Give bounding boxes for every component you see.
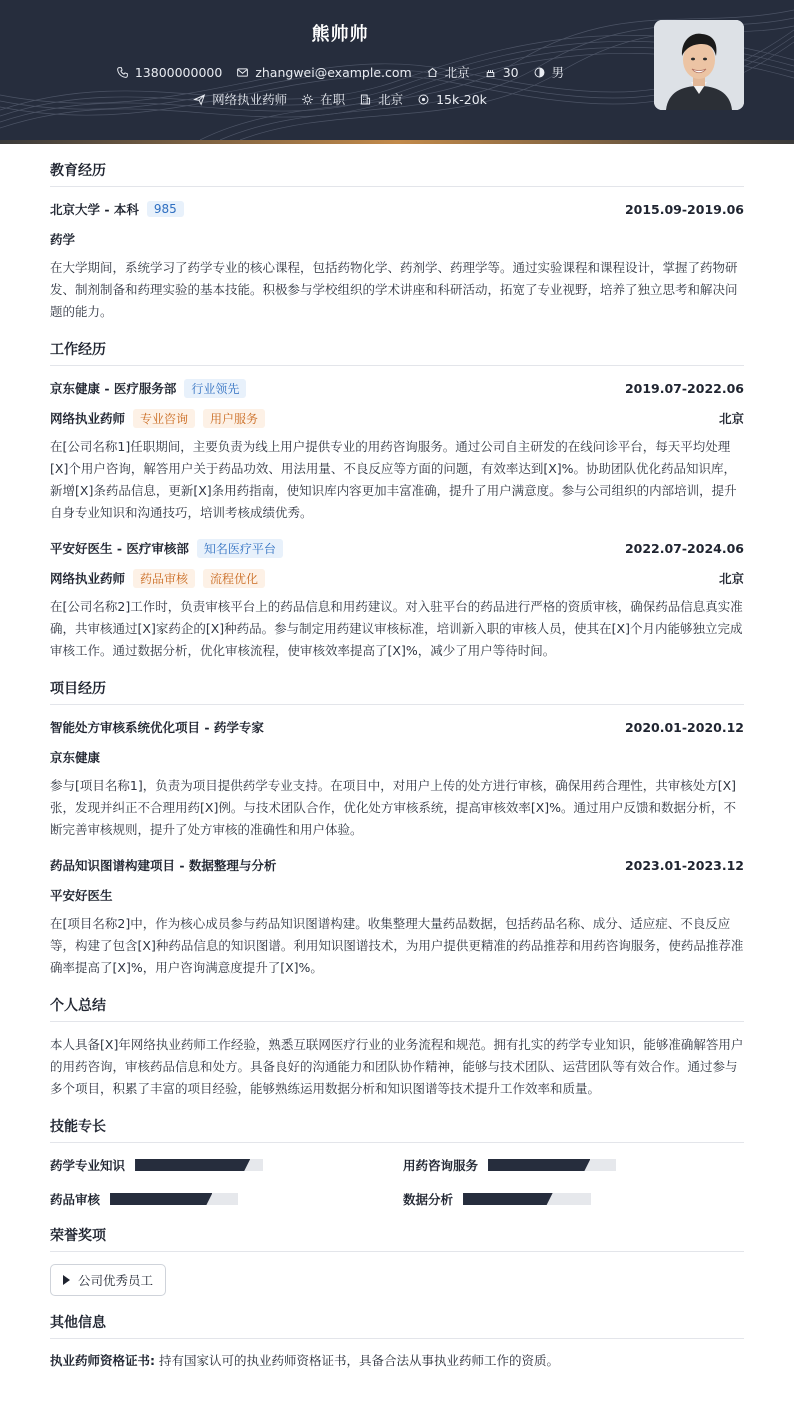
section-title: 技能专长 (50, 1116, 744, 1143)
education-date: 2015.09-2019.06 (624, 201, 744, 217)
skill-bar-fill (463, 1193, 553, 1205)
role-row (50, 568, 744, 588)
other-info (50, 1351, 744, 1369)
skill-item (403, 1155, 744, 1175)
work-city-text: 北京 (378, 92, 404, 107)
section-title: 荣誉奖项 (50, 1225, 744, 1252)
major-name: 药学 (50, 232, 76, 247)
role-tag: 流程优化 (203, 569, 265, 588)
building-icon (359, 93, 372, 106)
status-icon (301, 93, 314, 106)
project-org: 平安好医生 (50, 888, 113, 903)
work-city-info (359, 90, 403, 108)
phone-icon (116, 66, 129, 79)
city-text: 北京 (444, 65, 470, 80)
summary-description: 本人具备[X]年网络执业药师工作经验，熟悉互联网医疗行业的业务流程和规范。拥有扎实的药学专业知识，能够准确解答用户的用药咨询，审核药品信息和处方。具备良好的沟通能力和团队协作精神，能够与技术团队、运营团队等有效合作。通过参与多个项目，积累了丰富的项目经验，能够熟练运用数据分析和知识图谱等技术提升工作效率和质量。 (50, 1037, 744, 1096)
skill-name: 药品审核 (50, 1192, 101, 1207)
certificate-text: 持有国家认可的执业药师资格证书，具备合法从事执业药师工作的资质。 (158, 1353, 559, 1368)
resume-header (0, 0, 794, 140)
status-text: 在职 (320, 92, 346, 107)
company-name: 京东健康 - 医疗服务部 (50, 381, 177, 396)
awards-section (50, 1225, 744, 1296)
project-org-row (50, 885, 744, 905)
project-description: 参与[项目名称1]，负责为项目提供药学专业支持。在项目中，对用户上传的处方进行审核，确保用药合理性，共审核处方[X]张，发现并纠正不合理用药[X]例。与技术团队合作，优化处方审核系统，提高审核效率[X]%。通过用户反馈和数据分析，不断完善审核规则，提升了处方审核的准确性和用户体验。 (50, 778, 737, 837)
award-label: 公司优秀员工 (78, 1273, 154, 1288)
project-date: 2023.01-2023.12 (624, 857, 744, 873)
major-row (50, 229, 744, 249)
skill-bar (488, 1159, 616, 1171)
resume-content (50, 160, 744, 1385)
section-title: 教育经历 (50, 160, 744, 187)
avatar (654, 20, 744, 110)
skills-section (50, 1116, 744, 1209)
project-header (50, 855, 744, 875)
project-header (50, 717, 744, 737)
other-section (50, 1312, 744, 1369)
summary-section (50, 995, 744, 1100)
salary-text: 15k-20k (436, 91, 487, 107)
target-role-info (193, 90, 287, 108)
role-row (50, 408, 744, 428)
gender-text: 男 (551, 65, 565, 80)
section-title: 工作经历 (50, 339, 744, 366)
job-info-row (0, 90, 680, 108)
section-title: 个人总结 (50, 995, 744, 1022)
skill-name: 药学专业知识 (50, 1158, 126, 1173)
work-header (50, 538, 744, 558)
role-tag: 专业咨询 (133, 409, 195, 428)
project-org-row (50, 747, 744, 767)
skills-grid (50, 1155, 744, 1209)
section-title: 其他信息 (50, 1312, 744, 1339)
company-tag: 行业领先 (184, 379, 246, 398)
gender-icon (533, 66, 546, 79)
role-tag: 用户服务 (203, 409, 265, 428)
skill-bar (135, 1159, 263, 1171)
skill-item (50, 1189, 403, 1209)
city-info (426, 63, 470, 81)
project-name: 智能处方审核系统优化项目 - 药学专家 (50, 720, 264, 735)
status-info (301, 90, 345, 108)
company-name: 平安好医生 - 医疗审核部 (50, 541, 189, 556)
contact-info-row (0, 63, 680, 81)
skill-bar (110, 1193, 238, 1205)
salary-info (417, 90, 487, 108)
school-name: 北京大学 - 本科 (50, 202, 139, 217)
school-tag: 985 (147, 201, 184, 217)
email-info (236, 63, 411, 81)
award-toggle-button[interactable] (50, 1264, 166, 1296)
expand-triangle-icon (63, 1275, 70, 1285)
gender-info (533, 63, 565, 81)
mail-icon (236, 66, 249, 79)
project-date: 2020.01-2020.12 (624, 719, 744, 735)
skill-bar-fill (135, 1159, 250, 1171)
skill-bar (463, 1193, 591, 1205)
project-org: 京东健康 (50, 750, 101, 765)
work-header (50, 378, 744, 398)
skill-item (50, 1155, 403, 1175)
work-location: 北京 (718, 571, 744, 586)
certificate-label: 执业药师资格证书: (50, 1353, 155, 1368)
projects-section (50, 678, 744, 979)
role-name: 网络执业药师 (50, 411, 126, 426)
project-name: 药品知识图谱构建项目 - 数据整理与分析 (50, 858, 277, 873)
skill-item (403, 1189, 744, 1209)
work-section (50, 339, 744, 662)
project-description: 在[项目名称2]中，作为核心成员参与药品知识图谱构建。收集整理大量药品数据，包括药品名称、成分、适应症、不良反应等，构建了包含[X]种药品信息的知识图谱。利用知识图谱技术，为用户提供更精准的药品推荐和用药咨询服务，使药品推荐准确率提高了[X]%，用户咨询满意度提升了[X]%。 (50, 916, 744, 975)
work-date: 2019.07-2022.06 (624, 380, 744, 396)
work-description: 在[公司名称2]工作时，负责审核平台上的药品信息和用药建议。对入驻平台的药品进行严格的资质审核，确保药品信息真实准确，共审核通过[X]家药企的[X]种药品。参与制定用药建议审核标准，培训新入职的审核人员，使其在[X]个月内能够独立完成审核工作。通过数据分析，优化审核流程，使审核效率提高了[X]%，减少了用户等待时间。 (50, 599, 743, 658)
skill-name: 数据分析 (403, 1192, 454, 1207)
age-info (484, 63, 519, 81)
salary-icon (417, 93, 430, 106)
age-text: 30 (502, 64, 519, 80)
work-location: 北京 (718, 411, 744, 426)
project-entry (50, 855, 744, 979)
work-entry (50, 538, 744, 662)
education-description: 在大学期间，系统学习了药学专业的核心课程，包括药物化学、药剂学、药理学等。通过实验课程和课程设计，掌握了药物研发、制剂制备和药理实验的基本技能。积极参与学校组织的学术讲座和科研活动，拓宽了专业视野，培养了独立思考和解决问题的能力。 (50, 260, 738, 319)
work-description: 在[公司名称1]任职期间，主要负责为线上用户提供专业的用药咨询服务。通过公司自主研发的在线问诊平台，每天平均处理[X]个用户咨询，解答用户关于药品功效、用法用量、不良反应等方面的问题，有效率达到[X]%。协助团队优化药品知识库，新增[X]条药品信息，更新[X]条用药指南，使知识库内容更加丰富准确，提升了用户满意度。参与公司组织的内部培训，提升自身专业知识和沟通技巧，培训考核成绩优秀。 (50, 439, 737, 520)
skill-bar-fill (110, 1193, 212, 1205)
header-accent-bar (0, 140, 794, 144)
education-header (50, 199, 744, 219)
role-name: 网络执业药师 (50, 571, 126, 586)
phone-info (116, 63, 222, 81)
phone-text: 13800000000 (134, 64, 223, 80)
send-icon (193, 93, 206, 106)
skill-name: 用药咨询服务 (403, 1158, 479, 1173)
project-entry (50, 717, 744, 841)
work-entry (50, 378, 744, 524)
home-icon (426, 66, 439, 79)
section-title: 项目经历 (50, 678, 744, 705)
skill-bar-fill (488, 1159, 590, 1171)
candidate-name: 熊帅帅 (311, 24, 369, 45)
company-tag: 知名医疗平台 (197, 539, 283, 558)
email-text: zhangwei@example.com (255, 64, 412, 80)
education-section (50, 160, 744, 323)
target-role-text: 网络执业药师 (212, 92, 288, 107)
age-icon (484, 66, 497, 79)
avatar-portrait (654, 20, 744, 110)
work-date: 2022.07-2024.06 (624, 540, 744, 556)
role-tag: 药品审核 (133, 569, 195, 588)
